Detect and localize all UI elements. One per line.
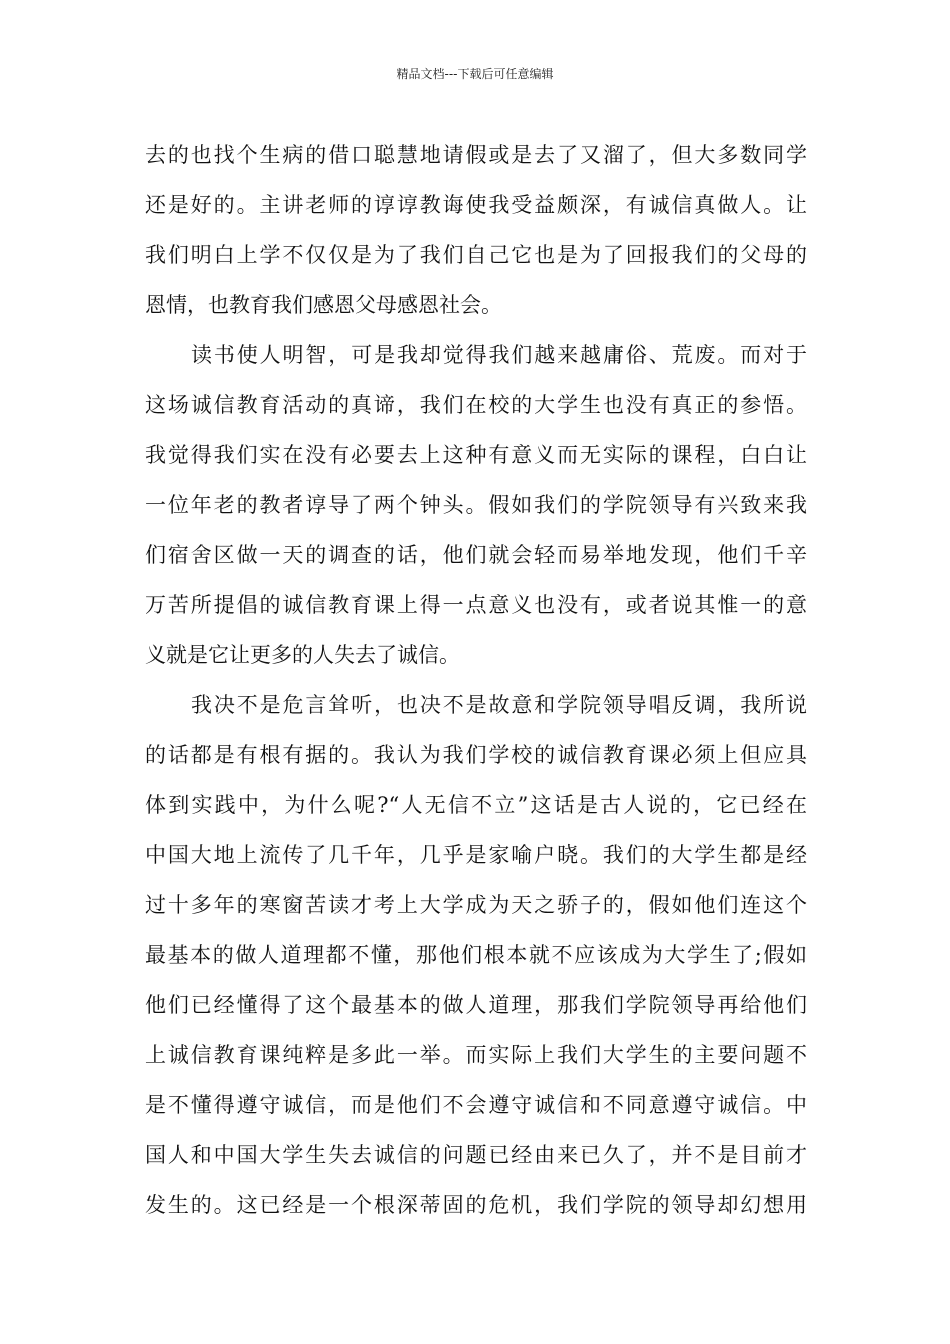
text-line: 上诚信教育课纯粹是多此一举。而实际上我们大学生的主要问题不 bbox=[145, 1043, 807, 1067]
page-header: 精品文档---下载后可任意编辑 bbox=[396, 67, 554, 81]
text-line: 万苦所提倡的诚信教育课上得一点意义也没有，或者说其惟一的意 bbox=[145, 593, 807, 617]
text-line: 去的也找个生病的借口聪慧地请假或是去了又溜了，但大多数同学 bbox=[145, 143, 807, 167]
text-line: 国人和中国大学生失去诚信的问题已经由来已久了，并不是目前才 bbox=[145, 1143, 807, 1167]
text-line: 读书使人明智，可是我却觉得我们越来越庸俗、荒废。而对于 bbox=[191, 343, 807, 367]
text-line: 我们明白上学不仅仅是为了我们自己它也是为了回报我们的父母的 bbox=[145, 243, 807, 267]
text-line: 发生的。这已经是一个根深蒂固的危机，我们学院的领导却幻想用 bbox=[145, 1193, 807, 1217]
text-line: 恩情，也教育我们感恩父母感恩社会。 bbox=[145, 293, 502, 317]
text-line: 他们已经懂得了这个最基本的做人道理，那我们学院领导再给他们 bbox=[145, 993, 807, 1017]
text-line: 最基本的做人道理都不懂，那他们根本就不应该成为大学生了;假如 bbox=[145, 943, 807, 967]
text-line: 体到实践中，为什么呢?“人无信不立”这话是古人说的，它已经在 bbox=[145, 793, 807, 817]
text-line: 义就是它让更多的人失去了诚信。 bbox=[145, 643, 460, 667]
paragraph-3 bbox=[145, 680, 807, 1230]
text-line: 我决不是危言耸听，也决不是故意和学院领导唱反调，我所说 bbox=[191, 693, 807, 717]
text-line: 还是好的。主讲老师的谆谆教诲使我受益颇深，有诚信真做人。让 bbox=[145, 193, 807, 217]
paragraph-2 bbox=[145, 330, 807, 680]
text-line: 过十多年的寒窗苦读才考上大学成为天之骄子的，假如他们连这个 bbox=[145, 893, 807, 917]
text-line: 中国大地上流传了几千年，几乎是家喻户晓。我们的大学生都是经 bbox=[145, 843, 807, 867]
paragraph-1 bbox=[145, 130, 807, 330]
text-line: 是不懂得遵守诚信，而是他们不会遵守诚信和不同意遵守诚信。中 bbox=[145, 1093, 807, 1117]
text-line: 的话都是有根有据的。我认为我们学校的诚信教育课必须上但应具 bbox=[145, 743, 807, 767]
text-line: 一位年老的教者谆导了两个钟头。假如我们的学院领导有兴致来我 bbox=[145, 493, 807, 517]
text-line: 我觉得我们实在没有必要去上这种有意义而无实际的课程，白白让 bbox=[145, 443, 807, 467]
text-line: 这场诚信教育活动的真谛，我们在校的大学生也没有真正的参悟。 bbox=[145, 393, 807, 417]
document-body bbox=[145, 130, 807, 1230]
text-line: 们宿舍区做一天的调查的话，他们就会轻而易举地发现，他们千辛 bbox=[145, 543, 807, 567]
